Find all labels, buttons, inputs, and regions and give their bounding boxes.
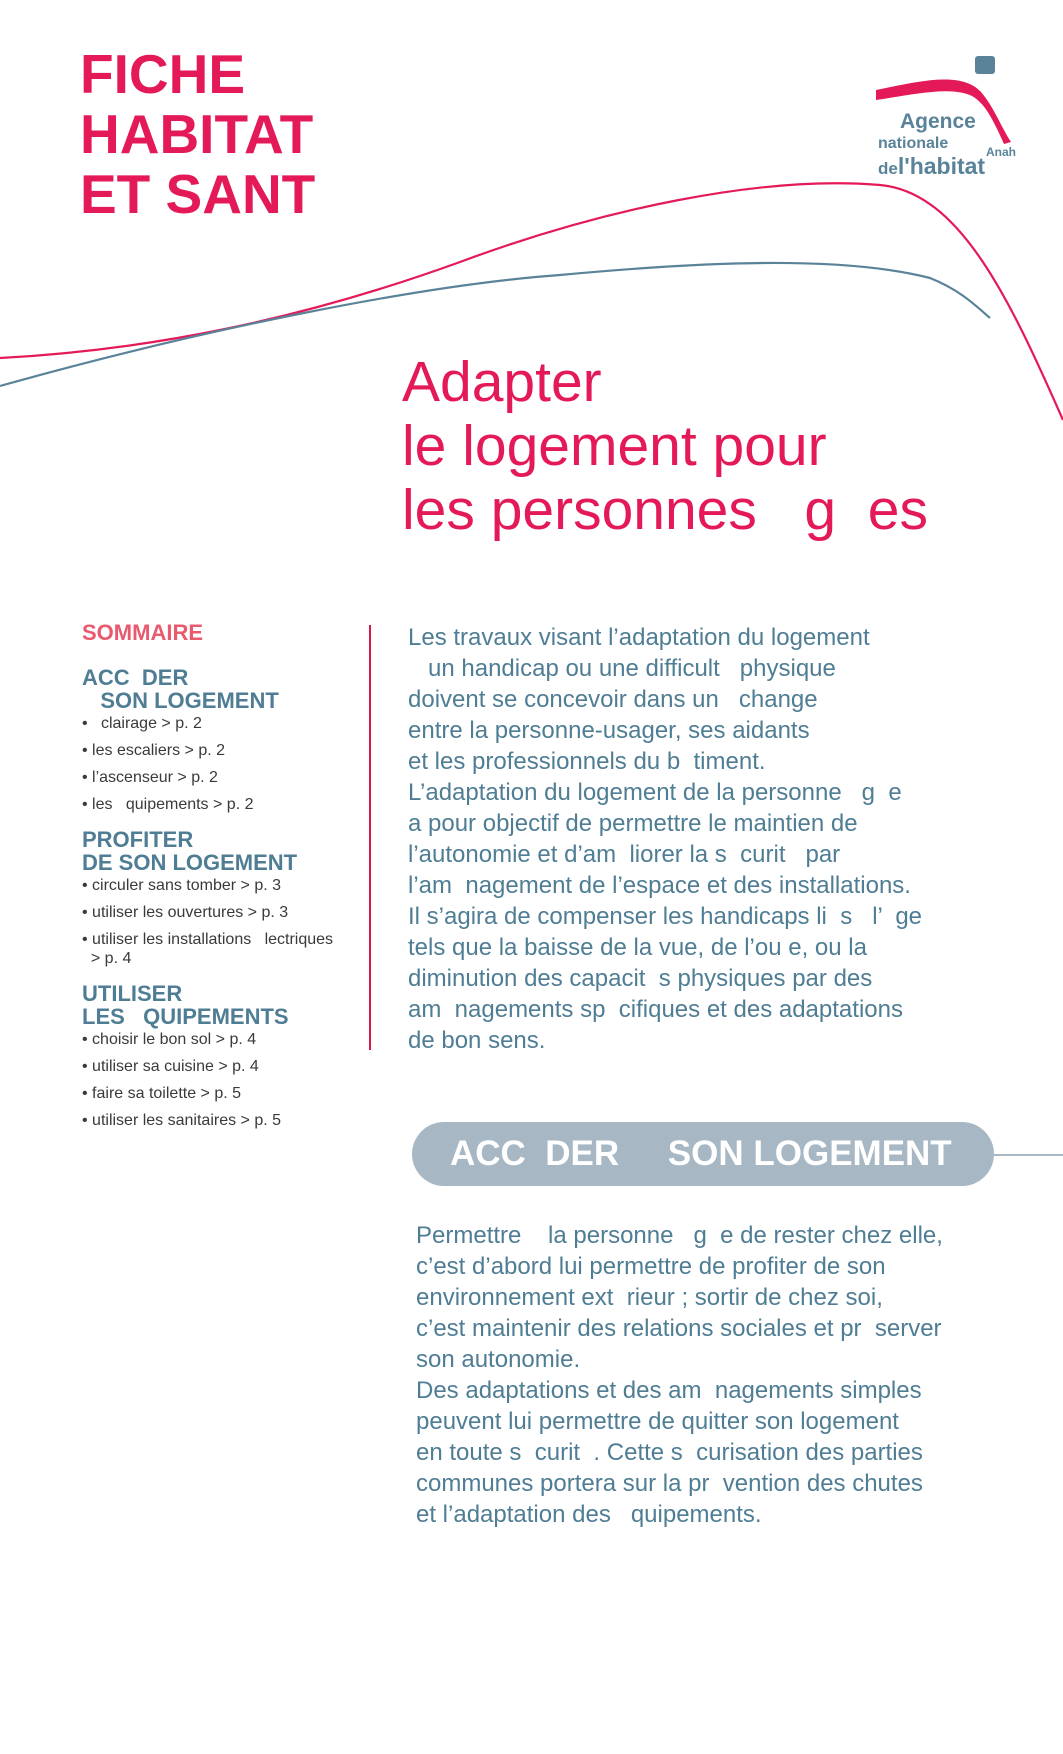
header-title-line: HABITAT [80, 103, 314, 165]
vertical-divider [369, 625, 371, 1050]
intro-line: L’adaptation du logement de la personne g e [408, 779, 902, 806]
toc-heading: SOMMAIRE [82, 620, 203, 645]
logo-nationale: nationale [878, 135, 949, 152]
toc-item[interactable]: • les escaliers > p. 2 [82, 742, 225, 759]
page-title-line: Adapter [402, 350, 602, 414]
logo-line-nationale [878, 134, 1028, 159]
intro-line: l’autonomie et d’am liorer la s curit par [408, 841, 841, 868]
toc-item[interactable]: • utiliser les sanitaires > p. 5 [82, 1112, 282, 1129]
intro-line: entre la personne-usager, ses aidants [408, 717, 810, 744]
banner-rule [994, 1154, 1063, 1156]
toc-item[interactable]: • choisir le bon sol > p. 4 [82, 1031, 257, 1048]
toc-section [82, 828, 372, 968]
intro-line: Il s’agira de compenser les handicaps li s l’ ge [408, 903, 923, 930]
toc-list [82, 714, 372, 814]
intro-line: diminution des capacit s physiques par des [408, 965, 873, 992]
intro-line: un handicap ou une difficult physique [408, 655, 836, 682]
toc-item[interactable]: • circuler sans tomber > p. 3 [82, 877, 282, 894]
toc-section [82, 982, 372, 1130]
toc-section-title: ACC DER SON LOGEMENT [82, 665, 279, 713]
intro-line: Les travaux visant l’adaptation du logement [408, 624, 870, 651]
toc-item[interactable]: • faire sa toilette > p. 5 [82, 1085, 242, 1102]
intro-line: de bon sens. [408, 1027, 546, 1054]
body-line: c’est maintenir des relations sociales et pr server [416, 1315, 942, 1342]
section-paragraph [416, 1220, 1036, 1530]
page-title-line: les personnes g es [402, 478, 928, 542]
toc-item[interactable]: • utiliser les installations lectriques > p. 4 [82, 931, 334, 967]
table-of-contents [82, 620, 372, 1144]
intro-paragraph [408, 622, 1028, 1056]
header-title-line: FICHE [80, 43, 245, 105]
body-line: environnement ext rieur ; sortir de chez soi, [416, 1284, 883, 1311]
anah-logo-text [878, 110, 1028, 182]
toc-section-title: PROFITER DE SON LOGEMENT [82, 827, 298, 875]
intro-line: doivent se concevoir dans un change [408, 686, 818, 713]
logo-de: de [878, 159, 898, 178]
body-line: Permettre la personne g e de rester chez elle, [416, 1222, 943, 1249]
intro-line: tels que la baisse de la vue, de l’ou e, ou la [408, 934, 867, 961]
toc-item[interactable]: • clairage > p. 2 [82, 715, 202, 732]
body-line: c’est d’abord lui permettre de profiter de son [416, 1253, 886, 1280]
body-line: peuvent lui permettre de quitter son logement [416, 1408, 899, 1435]
toc-list [82, 876, 372, 968]
body-line: en toute s curit . Cette s curisation des parties [416, 1439, 923, 1466]
toc-section-title: UTILISER LES QUIPEMENTS [82, 981, 289, 1029]
intro-line: et les professionnels du b timent. [408, 748, 766, 775]
page-title-line: le logement pour [402, 414, 827, 478]
toc-item[interactable]: • utiliser sa cuisine > p. 4 [82, 1058, 259, 1075]
section-banner-label: ACC DER SON LOGEMENT [450, 1134, 952, 1173]
body-line: communes portera sur la pr vention des chutes [416, 1470, 923, 1497]
body-line: son autonomie. [416, 1346, 581, 1373]
logo-habitat: l'habitat [897, 153, 986, 179]
toc-list [82, 1030, 372, 1130]
body-line: et l’adaptation des quipements. [416, 1501, 762, 1528]
page-title [402, 350, 1042, 542]
body-line: Des adaptations et des am nagements simples [416, 1377, 922, 1404]
logo-square [975, 56, 995, 74]
logo-line-agence: Agence [900, 110, 976, 133]
logo-anah: Anah [986, 145, 1016, 159]
toc-item[interactable]: • les quipements > p. 2 [82, 796, 254, 813]
toc-item[interactable]: • utiliser les ouvertures > p. 3 [82, 904, 289, 921]
toc-item[interactable]: • l’ascenseur > p. 2 [82, 769, 218, 786]
intro-line: am nagements sp cifiques et des adaptations [408, 996, 903, 1023]
intro-line: a pour objectif de permettre le maintien de [408, 810, 858, 837]
toc-section [82, 666, 372, 814]
intro-line: l’am nagement de l’espace et des installations. [408, 872, 911, 899]
header-title-line: ET SANT [80, 163, 316, 225]
